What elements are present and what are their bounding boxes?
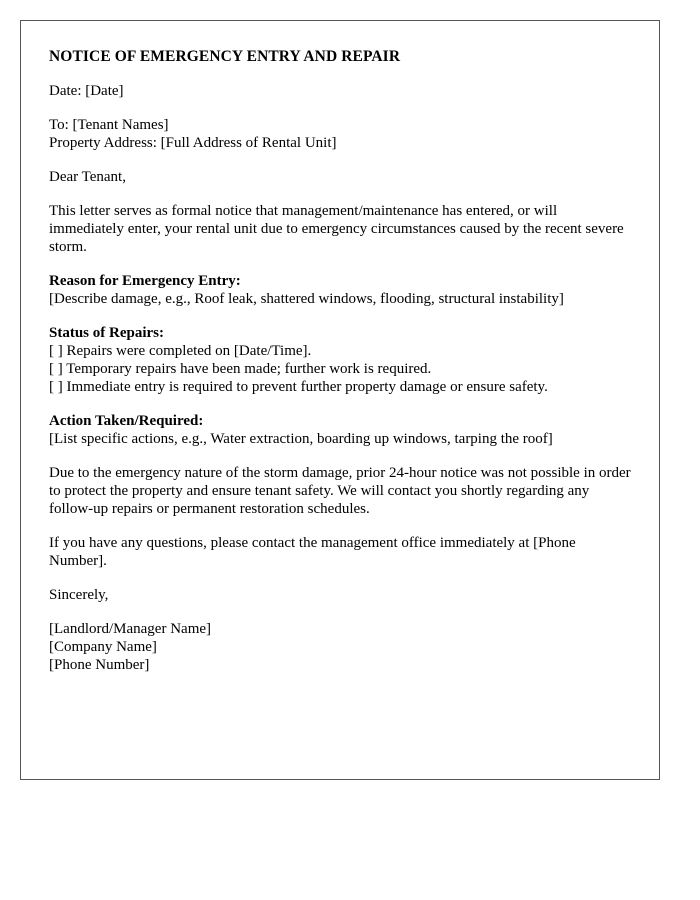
signature-company: [Company Name] xyxy=(49,639,157,655)
status-section xyxy=(49,324,631,396)
intro-paragraph: This letter serves as formal notice that management/maintenance has entered, or will immediately enter, your rental unit due to emergency circumstances caused by the recent severe storm. xyxy=(49,203,624,255)
signature-block xyxy=(49,620,631,674)
reason-text: [Describe damage, e.g., Roof leak, shattered windows, flooding, structural instability] xyxy=(49,291,564,307)
action-text: [List specific actions, e.g., Water extraction, boarding up windows, tarping the roof] xyxy=(49,431,553,447)
address-line: Property Address: [Full Address of Rental Unit] xyxy=(49,135,337,151)
signature-phone: [Phone Number] xyxy=(49,657,150,673)
status-option-immediate: [ ] Immediate entry is required to prevent further property damage or ensure safety. xyxy=(49,379,548,395)
action-section xyxy=(49,412,631,448)
date-line: Date: [Date] xyxy=(49,83,124,99)
reason-heading: Reason for Emergency Entry: xyxy=(49,273,241,289)
letter-page xyxy=(20,20,660,780)
notice-paragraph: Due to the emergency nature of the storm damage, prior 24-hour notice was not possible in order to protect the property and ensure tenant safety. We will contact you shortly regarding any follow-up repairs or permanent restoration schedules. xyxy=(49,465,631,517)
to-line: To: [Tenant Names] xyxy=(49,117,169,133)
recipient-block xyxy=(49,116,631,152)
action-heading: Action Taken/Required: xyxy=(49,413,204,429)
status-option-completed: [ ] Repairs were completed on [Date/Time]. xyxy=(49,343,312,359)
status-option-temporary: [ ] Temporary repairs have been made; further work is required. xyxy=(49,361,432,377)
signature-name: [Landlord/Manager Name] xyxy=(49,621,212,637)
reason-section xyxy=(49,272,631,308)
date-block xyxy=(49,82,631,100)
salutation: Dear Tenant, xyxy=(49,169,126,185)
closing: Sincerely, xyxy=(49,587,109,603)
status-heading: Status of Repairs: xyxy=(49,325,164,341)
letter-title: NOTICE OF EMERGENCY ENTRY AND REPAIR xyxy=(49,48,401,65)
questions-paragraph: If you have any questions, please contact the management office immediately at [Phone Number]. xyxy=(49,535,576,569)
